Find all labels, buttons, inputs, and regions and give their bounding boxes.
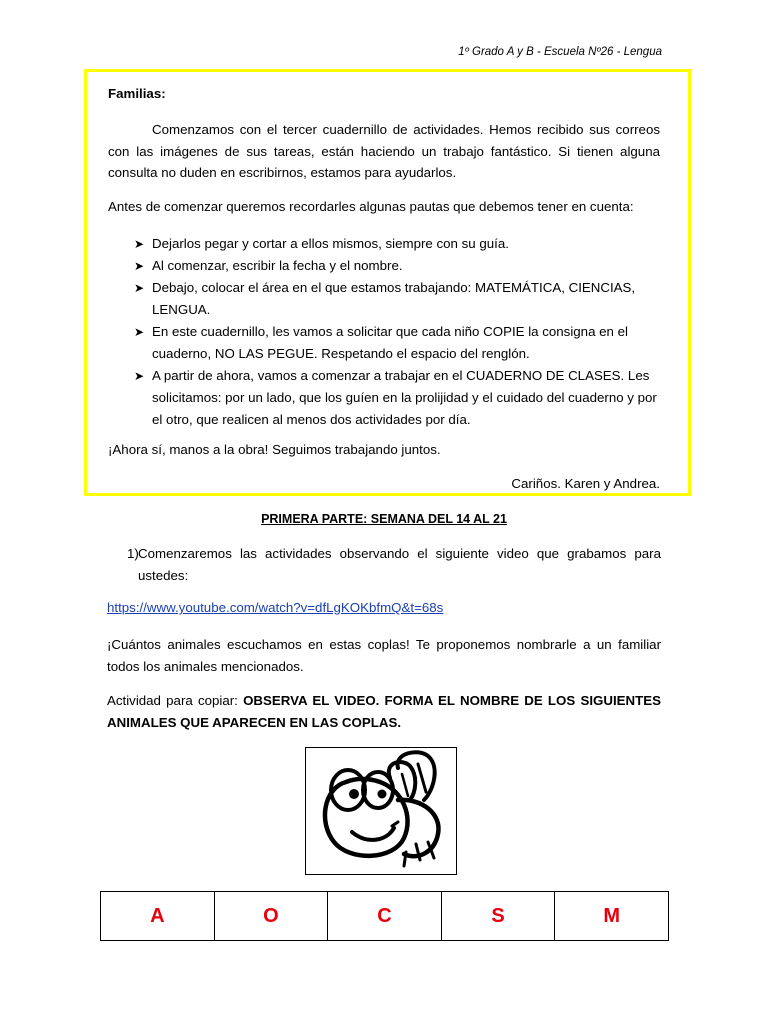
scrambled-letters-table	[100, 891, 669, 941]
list-item: ➤ Debajo, colocar el área en el que estamos trabajando: MATEMÁTICA, CIENCIAS, LENGUA.	[108, 277, 660, 321]
animals-paragraph: ¡Cuántos animales escuchamos en estas coplas! Te proponemos nombrarle a un familiar todos los animales mencionados.	[107, 637, 661, 674]
page-header: 1º Grado A y B - Escuela Nº26 - Lengua	[458, 46, 662, 58]
activity-instruction: Actividad para copiar: OBSERVA EL VIDEO. FORMA EL NOMBRE DE LOS SIGUIENTES ANIMALES QUE APARECEN EN LAS COPLAS.	[107, 693, 662, 730]
letter-cell: M	[555, 892, 669, 941]
arrow-bullet-icon: ➤	[134, 237, 145, 251]
notice-signature: Cariños. Karen y Andrea.	[511, 476, 660, 491]
list-item: ➤ Dejarlos pegar y cortar a ellos mismos, siempre con su guía.	[108, 233, 660, 255]
question-number: 1)	[127, 546, 139, 561]
list-item: ➤ A partir de ahora, vamos a comenzar a trabajar en el CUADERNO DE CLASES. Les solicitamos: por un lado, que los guíen en la prolijidad y el cuidado del cuaderno y por el otro, que realicen al menos dos actividades por día.	[108, 365, 660, 431]
list-item: ➤ En este cuadernillo, les vamos a solicitar que cada niño COPIE la consigna en el cuaderno, NO LAS PEGUE. Respetando el espacio del renglón.	[108, 321, 660, 365]
arrow-bullet-icon: ➤	[134, 259, 145, 273]
letter-cell: C	[328, 892, 442, 941]
notice-paragraph-3: ¡Ahora sí, manos a la obra! Seguimos trabajando juntos.	[108, 442, 441, 457]
arrow-bullet-icon: ➤	[134, 281, 145, 295]
guidelines-list	[108, 233, 660, 431]
arrow-bullet-icon: ➤	[134, 369, 145, 383]
question-text: Comenzaremos las actividades observando el siguiente video que grabamos para ustedes:	[138, 546, 661, 583]
letter-cell: O	[214, 892, 328, 941]
notice-greeting: Familias:	[108, 86, 166, 101]
notice-paragraph-2: Antes de comenzar queremos recordarles algunas pautas que debemos tener en cuenta:	[108, 199, 634, 214]
letter-cell: A	[101, 892, 215, 941]
letter-cell: S	[441, 892, 555, 941]
arrow-bullet-icon: ➤	[134, 325, 145, 339]
section-title: PRIMERA PARTE: SEMANA DEL 14 AL 21	[261, 512, 507, 526]
fly-drawing-icon	[306, 748, 456, 874]
notice-paragraph-1: Comenzamos con el tercer cuadernillo de actividades. Hemos recibido sus correos con las imágenes de sus tareas, están haciendo un trabajo fantástico. Si tienen alguna consulta no duden en escribirnos, estamos para ayudarlos.	[108, 122, 660, 180]
fly-image-frame	[305, 747, 457, 875]
question-1	[107, 543, 661, 587]
families-notice-box	[84, 69, 691, 496]
video-link[interactable]: https://www.youtube.com/watch?v=dfLgKOKbfmQ&t=68s	[107, 600, 444, 615]
list-item: ➤ Al comenzar, escribir la fecha y el nombre.	[108, 255, 660, 277]
